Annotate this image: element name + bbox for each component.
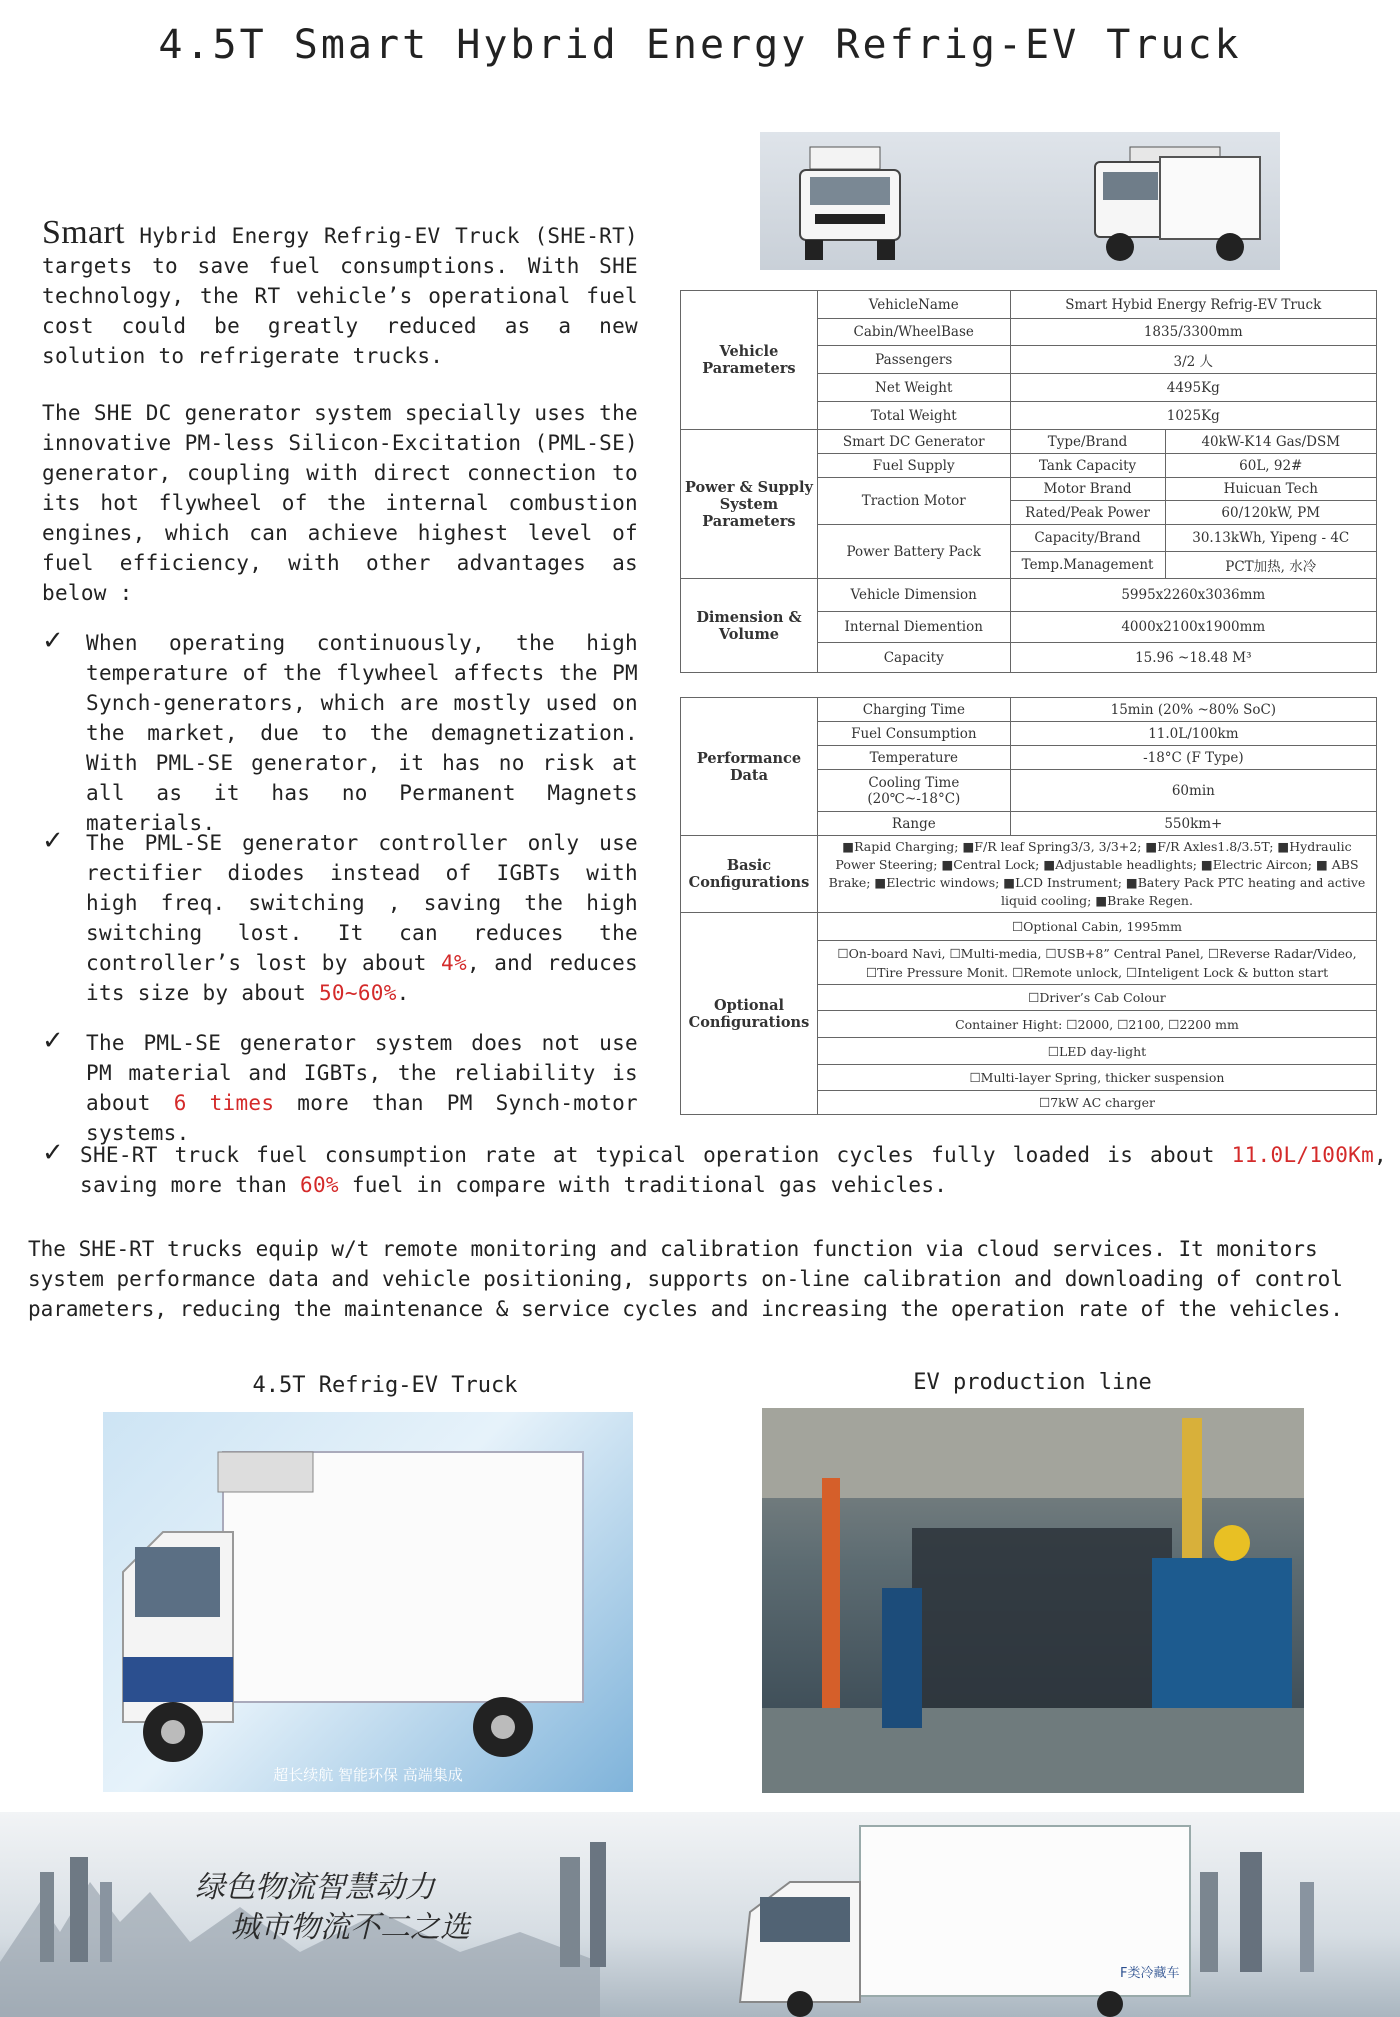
row-label: Cooling Time (20℃~-18°C) bbox=[817, 770, 1010, 812]
row-value: 4495Kg bbox=[1010, 374, 1376, 402]
option-item: ☐Driver’s Cab Colour bbox=[817, 985, 1376, 1011]
row-label: Capacity bbox=[817, 643, 1010, 673]
bullet-text bbox=[80, 1140, 1387, 1200]
banner-slogan-2: 城市物流不二之选 bbox=[230, 1910, 470, 1945]
banner-slogan-1: 绿色物流智慧动力 bbox=[195, 1870, 435, 1905]
bullet-text: When operating continuously, the high temperature of the flywheel affects the PM Synch-generators, which are mostly used on the market, due to the demagnetization. With PML-SE generator, it has no risk at all as it has no Permanent Magnets materials. bbox=[86, 631, 638, 835]
row-label: Traction Motor bbox=[817, 478, 1010, 525]
basic-config-list: ■Rapid Charging; ■F/R leaf Spring3/3, 3/3+2; ■F/R Axles1.8/3.5T; ■Hydraulic Power Steering; ■Central Lock; ■Adjustable headlights; ■Electric Aircon; ■ ABS Brake; ■Electric windows; ■LCD Instrument; ■Batery Pack PTC heating and active liquid cooling; ■Brake Regen. bbox=[817, 836, 1376, 913]
row-key: Tank Capacity bbox=[1010, 454, 1165, 478]
row-key: Motor Brand bbox=[1010, 478, 1165, 501]
row-label: Vehicle Dimension bbox=[817, 579, 1010, 612]
row-key: Temp.Management bbox=[1010, 552, 1165, 579]
bullet-fuel-rate bbox=[42, 1140, 1387, 1200]
category-optional-config: Optional Configurations bbox=[681, 913, 818, 1115]
bullet-text-part: fuel in compare with traditional gas vehicles. bbox=[338, 1173, 948, 1197]
row-value: 550km+ bbox=[1010, 812, 1376, 836]
row-value: 4000x2100x1900mm bbox=[1010, 612, 1376, 643]
row-label: Fuel Supply bbox=[817, 454, 1010, 478]
bullet-text-part: The PML-SE generator controller only use rectifier diodes instead of IGBTs with high freq. switching , saving the high switching lost. It can reduces the controller’s lost by about bbox=[86, 831, 638, 975]
row-key: Capacity/Brand bbox=[1010, 525, 1165, 552]
row-value: Smart Hybid Energy Refrig-EV Truck bbox=[1010, 291, 1376, 319]
option-item: ☐Optional Cabin, 1995mm bbox=[817, 913, 1376, 941]
row-value: 3/2 人 bbox=[1010, 346, 1376, 374]
row-label: Range bbox=[817, 812, 1010, 836]
row-value: 1835/3300mm bbox=[1010, 319, 1376, 346]
category-vehicle-params: Vehicle Parameters bbox=[681, 291, 818, 430]
caption-truck: 4.5T Refrig-EV Truck bbox=[252, 1373, 518, 1398]
bullet-text-part: more than PM Synch-motor systems. bbox=[86, 1091, 638, 1145]
bullet-text bbox=[86, 828, 638, 1008]
row-label: Temperature bbox=[817, 746, 1010, 770]
row-label: Passengers bbox=[817, 346, 1010, 374]
row-value: 11.0L/100km bbox=[1010, 722, 1376, 746]
truck-slogan: 超长续航 智能环保 高端集成 bbox=[273, 1766, 463, 1784]
row-value: PCT加热, 水冷 bbox=[1165, 552, 1377, 579]
remote-monitoring-paragraph: The SHE-RT trucks equip w/t remote monitoring and calibration function via cloud services. It monitors system performance data and vehicle positioning, supports on-line calibration and downloading of control parameters, reducing the maintenance & service cycles and increasing the operation rate of the vehicles. bbox=[28, 1237, 1343, 1321]
bullet-text bbox=[86, 1028, 638, 1148]
bullet-text-part: The PML-SE generator system does not use PM material and IGBTs, the reliability is about bbox=[86, 1031, 638, 1115]
row-label: Net Weight bbox=[817, 374, 1010, 402]
highlight-value: 6 times bbox=[173, 1091, 275, 1115]
option-item: ☐On-board Navi, ☐Multi-media, ☐USB+8” Central Panel, ☐Reverse Radar/Video, ☐Tire Pressure Monit. ☐Remote unlock, ☐Inteligent Lock & button start bbox=[817, 941, 1376, 985]
generator-paragraph: The SHE DC generator system specially uses the innovative PM-less Silicon-Excitation (PML-SE) generator, coupling with direct connection to its hot flywheel of the internal combustion engines, which can achieve highest level of fuel efficiency, with other advantages as below : bbox=[42, 401, 638, 605]
box-brand: F类冷藏车 bbox=[1120, 1966, 1180, 1981]
spec-table-performance bbox=[680, 697, 1377, 1115]
row-value: 1025Kg bbox=[1010, 402, 1376, 430]
production-line-photo bbox=[762, 1408, 1304, 1793]
bullet-text-part: SHE-RT truck fuel consumption rate at typical operation cycles fully loaded is about bbox=[80, 1143, 1232, 1167]
highlight-value: 60% bbox=[300, 1173, 339, 1197]
bullet-reliability bbox=[42, 1028, 638, 1148]
bullet-text-part: , saving more than bbox=[80, 1143, 1387, 1197]
row-label: Charging Time bbox=[817, 698, 1010, 722]
row-key: Type/Brand bbox=[1010, 430, 1165, 454]
intro-lead-word: Smart bbox=[42, 214, 125, 251]
row-value: 15min (20% ~80% SoC) bbox=[1010, 698, 1376, 722]
spec-table-vehicle bbox=[680, 290, 1377, 673]
row-value: 60/120kW, PM bbox=[1165, 501, 1377, 525]
row-label: Fuel Consumption bbox=[817, 722, 1010, 746]
caption-production-line: EV production line bbox=[913, 1370, 1152, 1395]
category-performance: Performance Data bbox=[681, 698, 818, 836]
row-label: Power Battery Pack bbox=[817, 525, 1010, 579]
row-label: Smart DC Generator bbox=[817, 430, 1010, 454]
row-value: 30.13kWh, Yipeng - 4C bbox=[1165, 525, 1377, 552]
intro-paragraph bbox=[42, 214, 638, 371]
top-trucks-photo bbox=[760, 132, 1280, 270]
row-value: 40kW-K14 Gas/DSM bbox=[1165, 430, 1377, 454]
check-icon: ✓ bbox=[42, 1026, 65, 1056]
check-icon: ✓ bbox=[42, 626, 65, 656]
page-title: 4.5T Smart Hybrid Energy Refrig-EV Truck bbox=[158, 22, 1242, 68]
bullet-text-part: . bbox=[396, 981, 410, 1005]
city-banner bbox=[0, 1812, 1400, 2017]
row-value: -18°C (F Type) bbox=[1010, 746, 1376, 770]
bullet-controller bbox=[42, 828, 638, 1008]
row-label: Total Weight bbox=[817, 402, 1010, 430]
bullet-text-part: , and reduces its size by about bbox=[86, 951, 638, 1005]
row-label: Cabin/WheelBase bbox=[817, 319, 1010, 346]
intro-text: Hybrid Energy Refrig-EV Truck (SHE-RT) targets to save fuel consumptions. With SHE technology, the RT vehicle’s operational fuel cost could be greatly reduced as a new solution to refrigerate trucks. bbox=[42, 224, 638, 368]
highlight-value: 4% bbox=[441, 951, 467, 975]
row-value: Huicuan Tech bbox=[1165, 478, 1377, 501]
row-value: 60L, 92# bbox=[1165, 454, 1377, 478]
check-icon: ✓ bbox=[42, 1138, 65, 1168]
refrig-truck-photo bbox=[103, 1412, 633, 1792]
category-dimension: Dimension & Volume bbox=[681, 579, 818, 673]
row-value: 15.96 ~18.48 M³ bbox=[1010, 643, 1376, 673]
highlight-value: 11.0L/100Km bbox=[1231, 1143, 1375, 1167]
highlight-value: 50~60% bbox=[318, 981, 397, 1005]
row-key: Rated/Peak Power bbox=[1010, 501, 1165, 525]
option-item: ☐LED day-light bbox=[817, 1038, 1376, 1065]
option-item: Container Hight: ☐2000, ☐2100, ☐2200 mm bbox=[817, 1011, 1376, 1038]
option-item: ☐7kW AC charger bbox=[817, 1091, 1376, 1115]
row-value: 5995x2260x3036mm bbox=[1010, 579, 1376, 612]
row-label: Internal Diemention bbox=[817, 612, 1010, 643]
option-item: ☐Multi-layer Spring, thicker suspension bbox=[817, 1065, 1376, 1091]
row-label: VehicleName bbox=[817, 291, 1010, 319]
bullet-flywheel bbox=[42, 628, 638, 838]
check-icon: ✓ bbox=[42, 826, 65, 856]
category-power-params: Power & Supply System Parameters bbox=[681, 430, 818, 579]
row-value: 60min bbox=[1010, 770, 1376, 812]
category-basic-config: Basic Configurations bbox=[681, 836, 818, 913]
